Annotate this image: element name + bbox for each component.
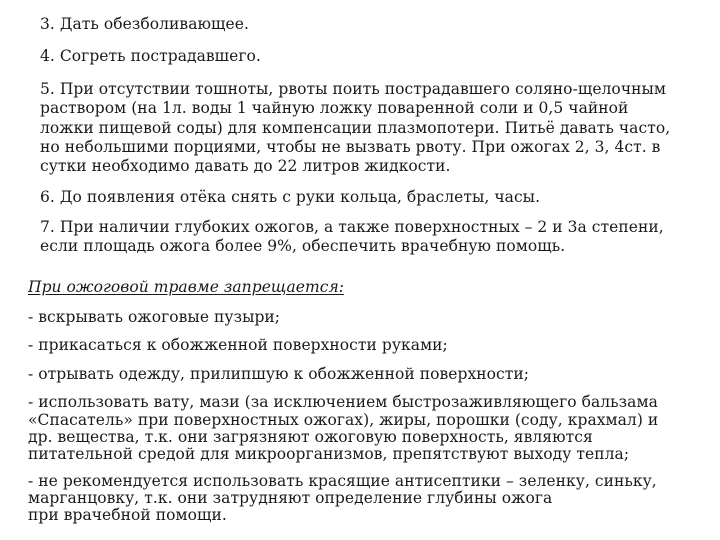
item-5-line-1: 5. При отсутствии тошноты, рвоты поить пострадавшего соляно-щелочным <box>40 80 666 98</box>
prohibited-item-4-line-3: др. вещества, т.к. они загрязняют ожоговую поверхность, являются <box>28 428 593 446</box>
prohibited-item-2-line-1: - прикасаться к обожженной поверхности руками; <box>28 336 448 354</box>
prohibited-item-5-line-3: при врачебной помощи. <box>28 506 227 524</box>
prohibited-item-1-line-1: - вскрывать ожоговые пузыри; <box>28 308 281 326</box>
item-7-line-2: если площадь ожога более 9%, обеспечить врачебную помощь. <box>40 237 566 255</box>
prohibited-item-5-line-1: - не рекомендуется использовать красящие антисептики – зеленку, синьку, <box>28 472 657 490</box>
item-3-line-1: 3. Дать обезболивающее. <box>40 15 249 33</box>
prohibited-item-5-line-2: марганцовку, т.к. они затрудняют определение глубины ожога <box>28 489 553 507</box>
item-5-line-5: сутки необходимо давать до 22 литров жидкости. <box>40 157 451 175</box>
item-5-line-3: ложки пищевой соды) для компенсации плазмопотери. Питьё давать часто, <box>40 119 671 137</box>
item-7-line-1: 7. При наличии глубоких ожогов, а также поверхностных – 2 и 3а степени, <box>40 218 664 236</box>
item-4-line-1: 4. Согреть пострадавшего. <box>40 47 261 65</box>
prohibited-heading: При ожоговой травме запрещается: <box>28 278 345 296</box>
prohibited-item-3-line-1: - отрывать одежду, прилипшую к обожженной поверхности; <box>28 365 530 383</box>
item-6-line-1: 6. До появления отёка снять с руки кольца, браслеты, часы. <box>40 188 541 206</box>
item-5-line-4: но небольшими порциями, чтобы не вызвать рвоту. При ожогах 2, 3, 4ст. в <box>40 138 661 156</box>
prohibited-item-4-line-1: - использовать вату, мази (за исключением быстрозаживляющего бальзама <box>28 393 658 411</box>
prohibited-item-4-line-4: питательной средой для микроорганизмов, препятствуют выходу тепла; <box>28 445 630 463</box>
prohibited-item-4-line-2: «Спасатель» при поверхностных ожогах), жиры, порошки (соду, крахмал) и <box>28 411 659 429</box>
item-5-line-2: раствором (на 1л. воды 1 чайную ложку поваренной соли и 0,5 чайной <box>40 99 629 117</box>
